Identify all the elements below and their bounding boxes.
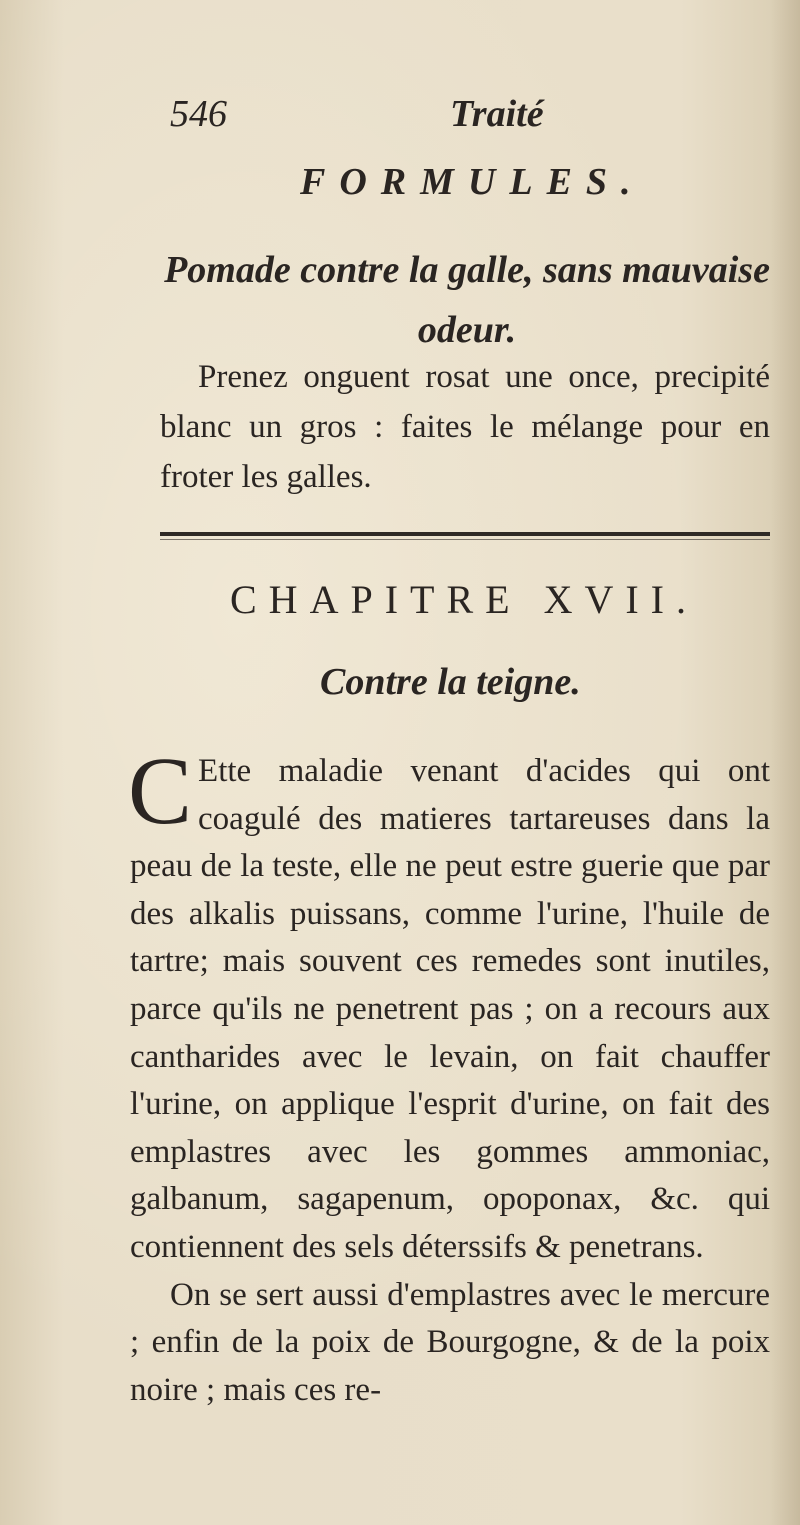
recipe-body: Prenez onguent rosat une once, precipité blanc un gros : faites le mélange pour en froter les galles. <box>160 359 770 495</box>
paragraph-text: On se sert aussi d'emplastres avec le mercure ; enfin de la poix de Bourgogne, & de la poix noire ; mais ces re- <box>130 1276 770 1408</box>
page-number: 546 <box>170 93 227 135</box>
recipe-title: Pomade contre la galle, sans mauvaise odeur. <box>164 249 770 351</box>
paragraph <box>128 737 770 1272</box>
chapter-body <box>128 737 770 1414</box>
running-head <box>170 92 760 142</box>
running-title: Traité <box>450 93 544 135</box>
chapter-subtitle: Contre la teigne. <box>320 661 581 703</box>
paragraph <box>130 1272 770 1415</box>
paragraph-text: Ette maladie venant d'acides qui ont coagulé des matieres tartareuses dans la peau de la teste, elle ne peut estre guerie que par des alkalis puissans, comme l'urine, l'huile de tartre; mais souvent ces remedes sont inutiles, parce qu'ils ne penetrent pas ; on a recours aux cantharides avec le levain, on fait chauffer l'urine, on applique l'esprit d'urine, on fait des emplastres avec les gommes ammoniac, galbanum, sagapenum, opoponax, &c. qui contiennent des sels déterssifs & penetrans. <box>130 753 770 1265</box>
page-edge-shadow <box>770 0 800 1525</box>
section-heading: FORMULES. <box>300 161 645 203</box>
drop-cap: C <box>128 737 193 844</box>
chapter-heading: CHAPITRE XVII. <box>230 577 698 622</box>
horizontal-rule <box>160 532 770 536</box>
